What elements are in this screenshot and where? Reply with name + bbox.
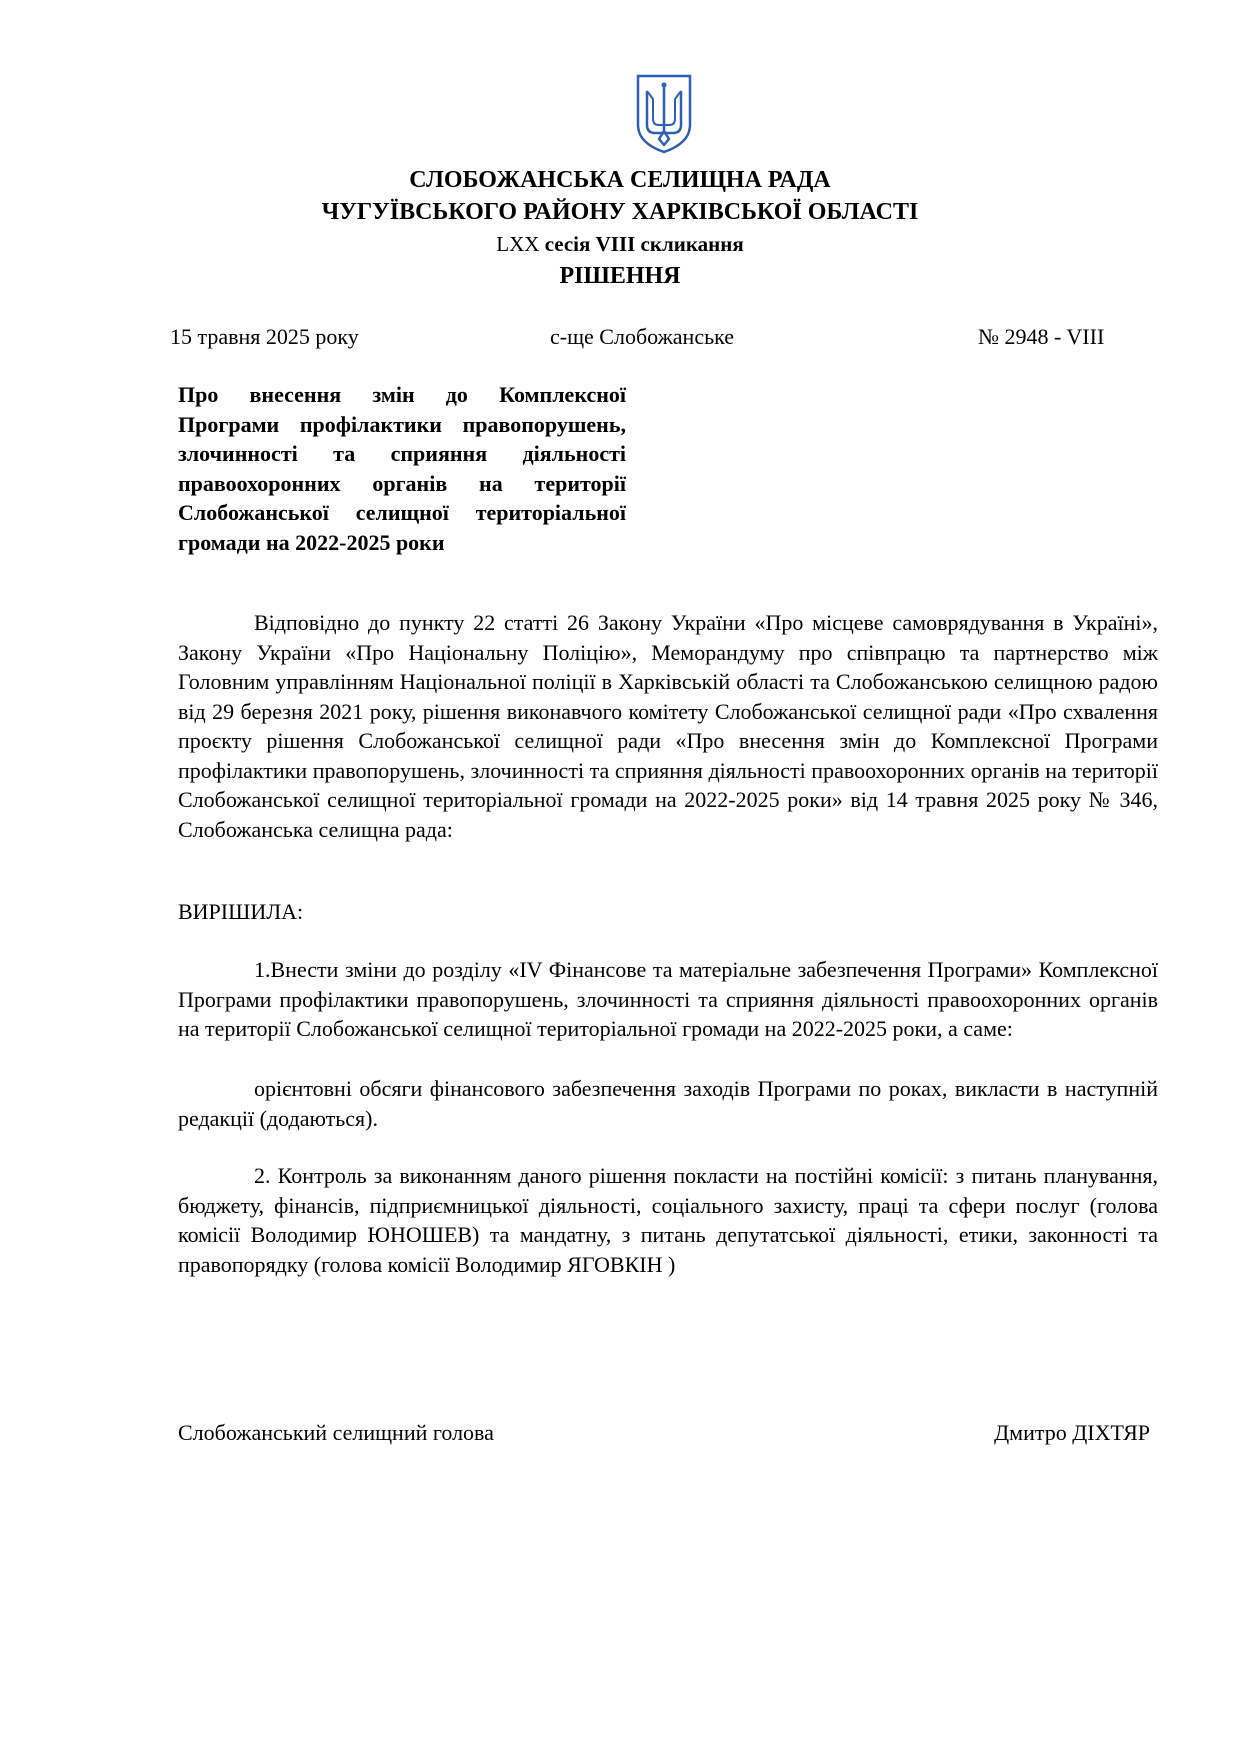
preamble-paragraph: Відповідно до пункту 22 статті 26 Закону України «Про місцеве самоврядування в Україні», Закону України «Про Національну Поліцію», Меморандуму про співпрацю та партнерство між Головним управлінням Національної поліції в Харківській області та Слобожанською селищною радою від 29 березня 2021 року, рішення виконавчого комітету Слобожанської селищної ради «Про схвалення проєкту рішення Слобожанської селищної ради «Про внесення змін до Комплексної Програми профілактики правопорушень, злочинності та сприяння діяльності правоохоронних органів на території Слобожанської селищної територіальної громади на 2022-2025 роки» від 14 травня 2025 року № 346, Слобожанська селищна рада:	[178, 610, 1158, 842]
item-1-subparagraph: орієнтовні обсяги фінансового забезпечення заходів Програми по роках, викласти в наступній редакції (додаються).	[178, 1076, 1158, 1131]
council-name: СЛОБОЖАНСЬКА СЕЛИЩНА РАДА	[409, 167, 831, 193]
signatory-name: Дмитро ДІХТЯР	[994, 1420, 1150, 1445]
signatory-position: Слобожанський селищний голова	[178, 1420, 494, 1445]
item-2-paragraph: 2. Контроль за виконанням даного рішення покласти на постійні комісії: з питань планування, бюджету, фінансів, підприємницької діяльності, соціального захисту, праці та сфери послуг (голова комісії Володимир ЮНОШЕВ) та мандатну, з питань депутатської діяльності, етики, законності та правопорядку (голова комісії Володимир ЯГОВКІН )	[178, 1163, 1158, 1277]
session-line	[0, 230, 1240, 258]
council-district: ЧУГУЇВСЬКОГО РАЙОНУ ХАРКІВСЬКОЇ ОБЛАСТІ	[321, 199, 919, 225]
resolved-heading: ВИРІШИЛА:	[178, 899, 304, 924]
document-type: РІШЕННЯ	[559, 263, 681, 289]
decision-subject: Про внесення змін до Комплексної Програми профілактики правопорушень, злочинності та сприяння діяльності правоохоронних органів на території Слобожанської селищної територіальної громади на 2022-2025 роки	[178, 382, 626, 555]
session-numeral: LXX	[496, 232, 540, 256]
item-1-paragraph: 1.Внести зміни до розділу «IV Фінансове та матеріальне забезпечення Програми» Комплексної Програми профілактики правопорушень, злочинності та сприяння діяльності правоохоронних органів на території Слобожанської селищної територіальної громади на 2022-2025 роки, а саме:	[178, 957, 1158, 1041]
decision-date: 15 травня 2025 року	[170, 324, 359, 349]
decision-number: № 2948 - VIII	[978, 324, 1105, 349]
session-text: сесія VIII скликання	[544, 232, 744, 256]
decision-place: с-ще Слобожанське	[550, 324, 735, 349]
coat-of-arms-icon	[635, 73, 693, 155]
